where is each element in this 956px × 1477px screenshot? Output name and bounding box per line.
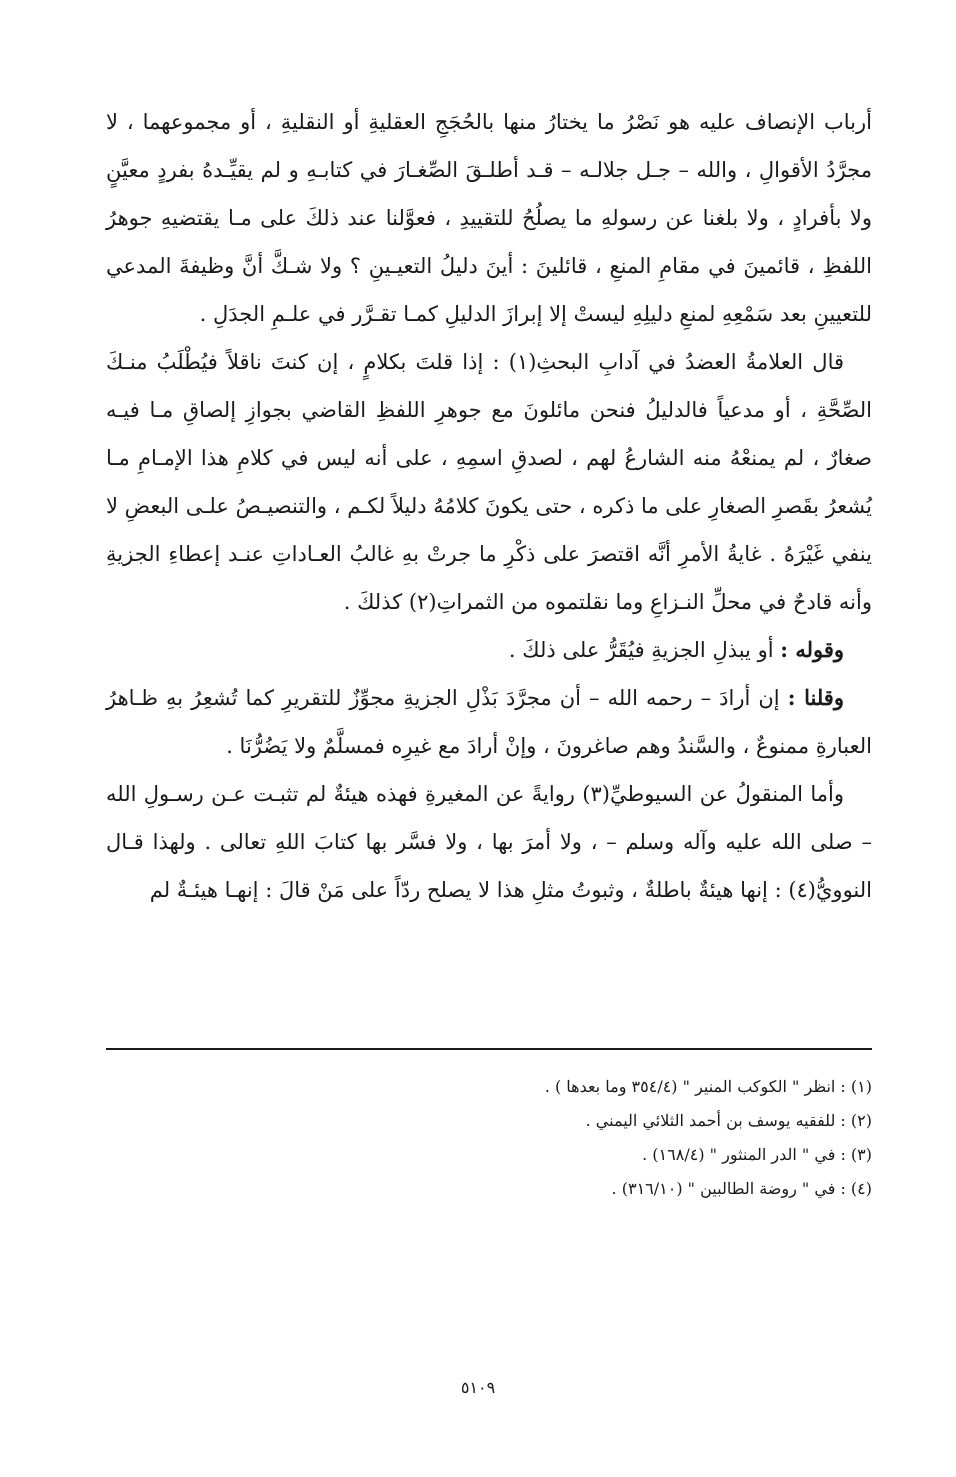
page-number: ٥١٠٩ [460, 1378, 496, 1397]
paragraph-5-text: وأما المنقولُ عن السيوطيِّ(٣) روايةً عن المغيرةِ فهذه هيئةٌ لم تثبـت عـن رسـولِ الله – صلى الله عليه وآله وسلم – ، ولا أمرَ بها ، ولا فسَّر بها كتابَ اللهِ تعالى . ولهذا قـال النوويُّ(٤) : إنها هيئةٌ باطلةٌ ، وثبوتُ مثلِ هذا لا يصلح ردّاً على مَنْ قالَ : إنهـا هيئـةٌ لم [106, 782, 872, 902]
paragraph-4 [106, 674, 872, 770]
paragraph-1 [106, 98, 872, 338]
paragraph-1-text: أرباب الإنصاف عليه هو نَصْرُ ما يختارُ منها بالحُجَجِ العقليةِ أو النقليةِ ، أو مجموعهما ، لا مجرَّدُ الأقوالِ ، والله – جـل جلالـه – قـد أطلـقَ الصِّغـارَ في كتابـهِ و لم يقيِّـدهُ بفردٍ معيَّنٍ ولا بأفرادٍ ، ولا بلغنا عن رسولهِ ما يصلُحُ للتقييدِ ، فعوَّلنا عند ذلكَ على مـا يقتضيهِ جوهرُ اللفظِ ، قائمينَ في مقامِ المنعِ ، قائلينَ : أينَ دليلُ التعيـينِ ؟ ولا شـكَّ أنَّ وظيفةَ المدعي للتعيينِ بعد سَمْعِهِ لمنعِ دليلِهِ ليستْ إلا إبرازَ الدليلِ كمـا تقـرَّر في علـمِ الجدَلِ . [106, 110, 872, 326]
paragraph-4-text: إن أرادَ – رحمه الله – أن مجرَّدَ بَذْلِ الجزيةِ مجوِّزٌ للتقريرِ كما تُشعِرُ بهِ ظـاهرُ العبارةِ ممنوعٌ ، والسَّندُ وهم صاغرونَ ، وإنْ أرادَ مع غيرِه فمسلَّمٌ ولا يَضُرُّنَا . [106, 686, 872, 758]
paragraph-3-text: أو يبذلِ الجزيةِ فيُقَرُّ على ذلكَ . [508, 638, 774, 662]
footnote-2: (٢) : للفقيه يوسف بن أحمد الثلائي اليمني . [585, 1111, 872, 1130]
main-text [106, 98, 872, 914]
footnote-divider [106, 1048, 872, 1050]
paragraph-3 [106, 626, 872, 674]
paragraph-3-lead: وقوله : [780, 637, 844, 662]
paragraph-5 [106, 770, 872, 914]
paragraph-2-text: قال العلامةُ العضدُ في آدابِ البحثِ(١) : إذا قلتَ بكلامٍ ، إن كنتَ ناقلاً فيُطْلَبُ منـكَ الصِّحَّةِ ، أو مدعياً فالدليلُ فنحن مائلونَ مع جوهرِ اللفظِ القاضي بجوازِ إلصاقِ مـا فيـه صغارٌ ، لم يمنعْهُ منه الشارعُ لهم ، لصدقِ اسمِهِ ، على أنه ليس في كلامِ هذا الإمـامِ مـا يُشعرُ بقَصرِ الصغارِ على ما ذكره ، حتى يكونَ كلامُهُ دليلاً لكـم ، والتنصيـصُ علـى البعضِ لا ينفي غَيْرَهُ . غايةُ الأمرِ أنَّه اقتصرَ على ذكْرِ ما جرتْ بهِ غالبُ العـاداتِ عنـد إعطاءِ الجزيةِ وأنه قادحٌ في محلِّ النـزاعِ وما نقلتموه من الثمراتِ(٢) كذلكَ . [106, 350, 872, 614]
footnotes [106, 1070, 872, 1206]
footnote-4: (٤) : في " روضة الطالبين " (٣١٦/١٠) . [611, 1179, 872, 1198]
paragraph-4-lead: وقلنا : [787, 685, 844, 710]
footnote-1: (١) : انظر " الكوكب المنير " (٣٥٤/٤ وما بعدها ) . [544, 1077, 872, 1096]
footnote-3: (٣) : في " الدر المنثور " (١٦٨/٤) . [642, 1145, 872, 1164]
paragraph-2 [106, 338, 872, 626]
